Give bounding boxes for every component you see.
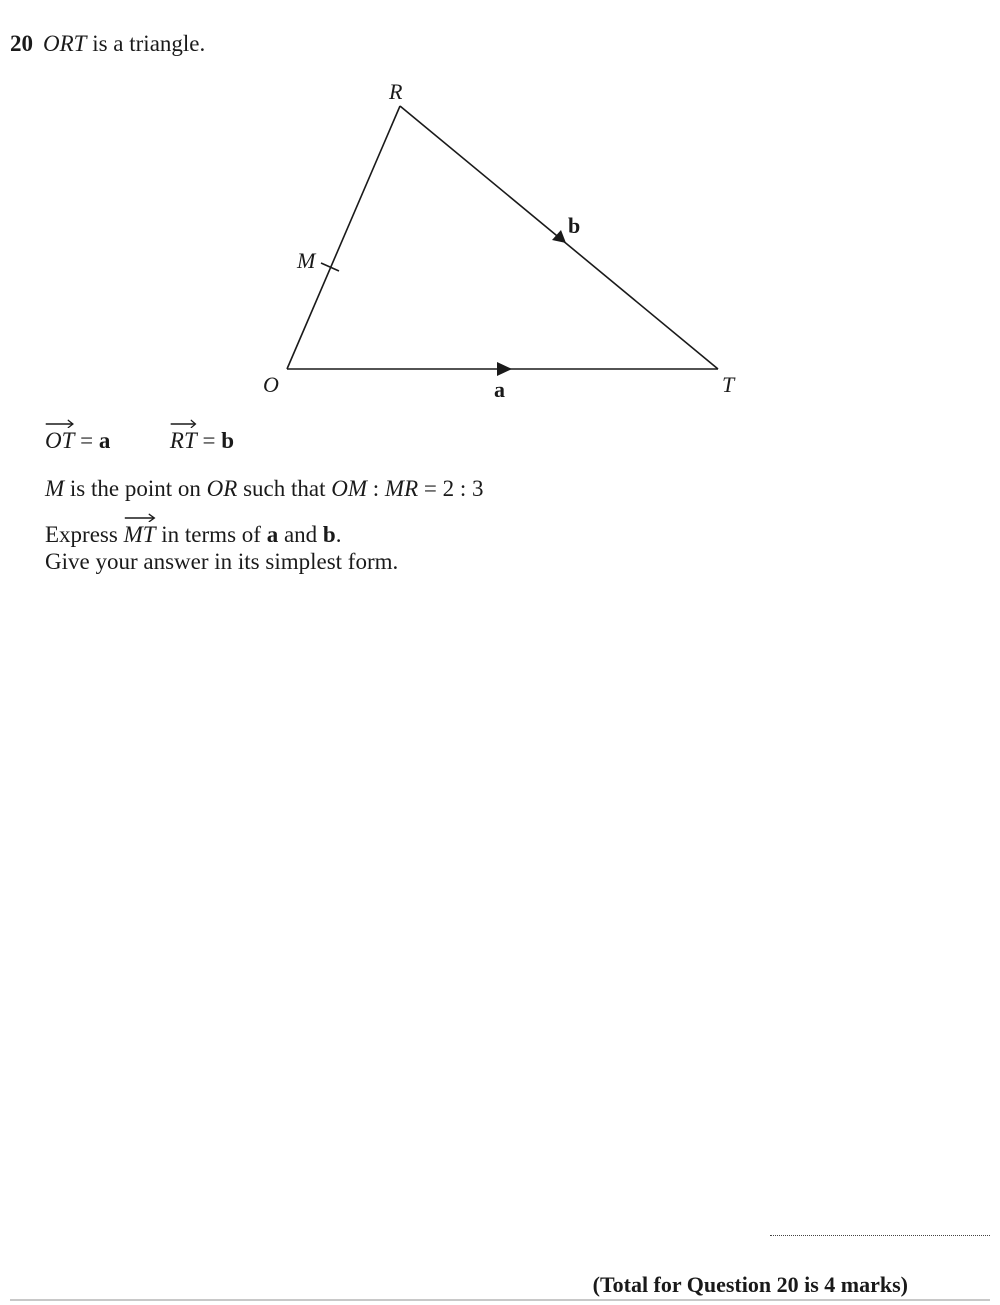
arrow-a-icon	[497, 362, 512, 376]
triangle-name: ORT	[43, 31, 87, 56]
vector-rt: RT	[170, 428, 197, 454]
side-or	[287, 106, 400, 369]
vector-a-label: a	[494, 377, 505, 402]
vector-mt: MT	[124, 522, 156, 548]
vector-arrow-icon	[45, 418, 74, 428]
intro-text: is a triangle.	[86, 31, 206, 56]
vector-arrow-icon	[170, 418, 197, 428]
vector-arrow-icon	[124, 512, 156, 522]
arrow-b-icon	[552, 230, 566, 243]
question-number: 20	[10, 31, 33, 56]
task-line-1: Express MT in terms of a and b.	[45, 522, 341, 548]
triangle-diagram	[0, 0, 1000, 420]
rt-value: b	[221, 428, 235, 453]
point-m-statement: M is the point on OR such that OM : MR = 2 : 3	[45, 476, 484, 501]
answer-line[interactable]	[770, 1235, 990, 1236]
footer-divider	[10, 1299, 990, 1301]
vertex-o-label: O	[263, 372, 279, 397]
vertex-r-label: R	[389, 79, 403, 104]
ot-equals: =	[74, 428, 99, 453]
given-vectors	[45, 428, 234, 454]
point-m-label: M	[297, 248, 316, 273]
task-line-2: Give your answer in its simplest form.	[45, 549, 399, 574]
total-marks: (Total for Question 20 is 4 marks)	[592, 1272, 908, 1297]
rt-equals: =	[196, 428, 222, 453]
ot-value: a	[98, 428, 111, 453]
vertex-t-label: T	[722, 372, 735, 397]
vector-ot: OT	[45, 428, 74, 454]
vector-b-label: b	[568, 213, 581, 238]
